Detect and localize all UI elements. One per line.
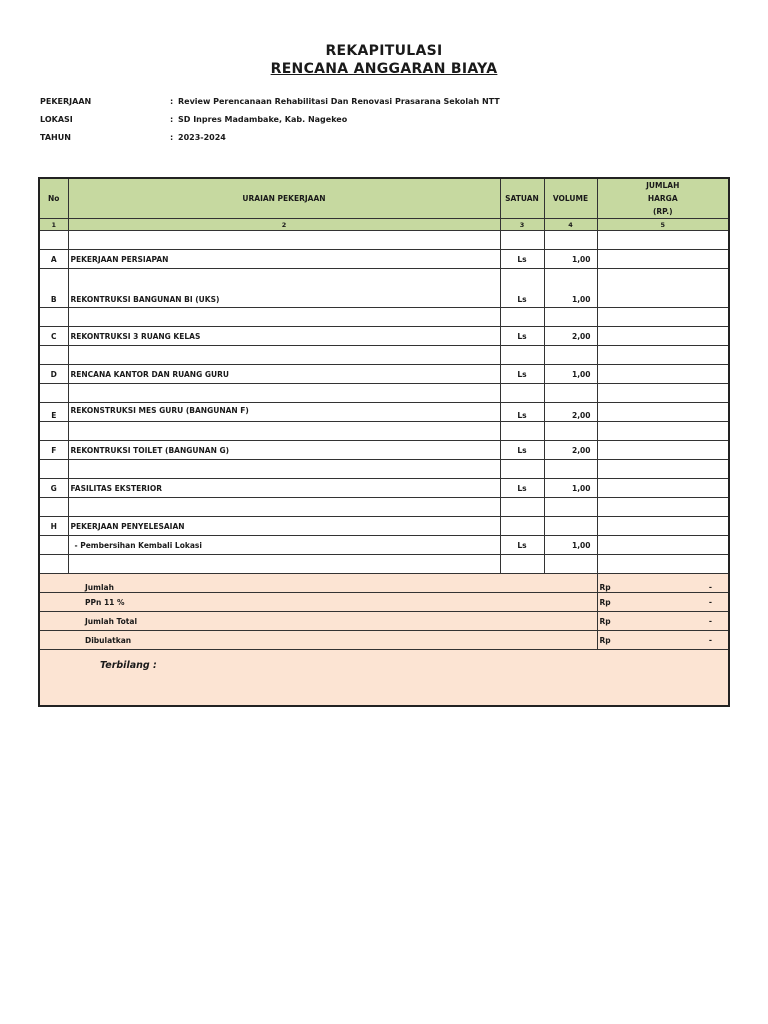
table-row xyxy=(39,479,729,498)
summary-label: PPn 11 % xyxy=(68,593,597,612)
row-jumlah xyxy=(597,365,729,384)
table-row xyxy=(39,441,729,460)
row-uraian: REKONSTRUKSI MES GURU (BANGUNAN F) xyxy=(68,403,500,422)
row-satuan: Ls xyxy=(500,441,544,460)
table-row xyxy=(39,403,729,422)
info-colon: : xyxy=(170,97,174,106)
row-volume: 2,00 xyxy=(544,403,597,422)
row-jumlah xyxy=(597,517,729,536)
row-satuan: Ls xyxy=(500,403,544,422)
info-colon: : xyxy=(170,133,174,142)
row-satuan: Ls xyxy=(500,269,544,308)
header-jumlah-l3: (RP.) xyxy=(652,207,673,216)
summary-value xyxy=(597,631,729,650)
header-jumlah xyxy=(597,178,729,219)
summary-row-jumlah xyxy=(39,574,729,593)
row-satuan: Ls xyxy=(500,327,544,346)
row-jumlah xyxy=(597,536,729,555)
header-jumlah-l2: HARGA xyxy=(647,194,678,203)
rab-table xyxy=(38,177,730,707)
row-no xyxy=(39,536,68,555)
info-value: 2023-2024 xyxy=(178,133,226,142)
col-number: 3 xyxy=(500,219,544,231)
row-volume: 2,00 xyxy=(544,327,597,346)
spacer-row xyxy=(39,346,729,365)
summary-label: Dibulatkan xyxy=(68,631,597,650)
row-uraian: - Pembersihan Kembali Lokasi xyxy=(68,536,500,555)
row-no: H xyxy=(39,517,68,536)
spacer-row xyxy=(39,555,729,574)
header-no: No xyxy=(39,178,68,219)
row-volume: 1,00 xyxy=(544,365,597,384)
row-no: E xyxy=(39,403,68,422)
table-row xyxy=(39,269,729,308)
row-uraian: REKONTRUKSI 3 RUANG KELAS xyxy=(68,327,500,346)
spacer-row xyxy=(39,384,729,403)
spacer-row xyxy=(39,498,729,517)
col-number: 2 xyxy=(68,219,500,231)
header-satuan: SATUAN xyxy=(500,178,544,219)
header-jumlah-l1: JUMLAH xyxy=(646,181,680,190)
row-no: B xyxy=(39,269,68,308)
row-uraian: REKONTRUKSI TOILET (BANGUNAN G) xyxy=(68,441,500,460)
row-no: A xyxy=(39,250,68,269)
row-jumlah xyxy=(597,479,729,498)
doc-subtitle: RENCANA ANGGARAN BIAYA xyxy=(270,61,498,77)
header-uraian: URAIAN PEKERJAAN xyxy=(68,178,500,219)
summary-currency: Rp xyxy=(599,597,611,607)
summary-amount: - xyxy=(708,597,712,607)
summary-value xyxy=(597,574,729,593)
summary-currency: Rp xyxy=(599,616,611,626)
summary-value xyxy=(597,593,729,612)
table-header xyxy=(39,178,729,219)
row-jumlah xyxy=(597,269,729,308)
terbilang-label: Terbilang : xyxy=(100,660,157,671)
row-satuan: Ls xyxy=(500,536,544,555)
info-value: Review Perencanaan Rehabilitasi Dan Renovasi Prasarana Sekolah NTT xyxy=(178,97,500,106)
table-row xyxy=(39,327,729,346)
summary-label: Jumlah Total xyxy=(68,612,597,631)
row-jumlah xyxy=(597,441,729,460)
spacer-row xyxy=(39,308,729,327)
doc-title: REKAPITULASI xyxy=(325,43,443,59)
spacer-row xyxy=(39,422,729,441)
table-row xyxy=(39,365,729,384)
col-number: 4 xyxy=(544,219,597,231)
row-uraian: FASILITAS EKSTERIOR xyxy=(68,479,500,498)
row-uraian: REKONTRUKSI BANGUNAN BI (UKS) xyxy=(68,269,500,308)
summary-currency: Rp xyxy=(599,582,611,592)
row-uraian: PEKERJAAN PERSIAPAN xyxy=(68,250,500,269)
terbilang-row xyxy=(39,650,729,706)
spacer-row xyxy=(39,460,729,479)
spacer-row xyxy=(39,231,729,250)
summary-value xyxy=(597,612,729,631)
row-no: F xyxy=(39,441,68,460)
column-number-row xyxy=(39,219,729,231)
header-volume: VOLUME xyxy=(544,178,597,219)
row-volume: 1,00 xyxy=(544,250,597,269)
row-volume: 2,00 xyxy=(544,441,597,460)
summary-row-total xyxy=(39,612,729,631)
info-label: TAHUN xyxy=(40,133,71,142)
row-satuan: Ls xyxy=(500,479,544,498)
summary-amount: - xyxy=(708,635,712,645)
info-value: SD Inpres Madambake, Kab. Nagekeo xyxy=(178,115,348,124)
summary-label: Jumlah xyxy=(68,574,597,593)
table-row xyxy=(39,517,729,536)
row-no: D xyxy=(39,365,68,384)
row-volume: 1,00 xyxy=(544,269,597,308)
info-label: LOKASI xyxy=(40,115,73,124)
summary-row-ppn xyxy=(39,593,729,612)
row-jumlah xyxy=(597,250,729,269)
row-uraian: RENCANA KANTOR DAN RUANG GURU xyxy=(68,365,500,384)
row-jumlah xyxy=(597,327,729,346)
table-row xyxy=(39,250,729,269)
row-satuan xyxy=(500,517,544,536)
row-no: C xyxy=(39,327,68,346)
summary-amount: - xyxy=(708,616,712,626)
summary-currency: Rp xyxy=(599,635,611,645)
row-volume: 1,00 xyxy=(544,536,597,555)
row-volume: 1,00 xyxy=(544,479,597,498)
info-label: PEKERJAAN xyxy=(40,97,92,106)
summary-row-dibulatkan xyxy=(39,631,729,650)
table-row xyxy=(39,536,729,555)
row-uraian: PEKERJAAN PENYELESAIAN xyxy=(68,517,500,536)
row-no: G xyxy=(39,479,68,498)
col-number: 5 xyxy=(597,219,729,231)
summary-amount: - xyxy=(708,582,712,592)
row-jumlah xyxy=(597,403,729,422)
col-number: 1 xyxy=(39,219,68,231)
info-colon: : xyxy=(170,115,174,124)
row-satuan: Ls xyxy=(500,365,544,384)
row-satuan: Ls xyxy=(500,250,544,269)
row-volume xyxy=(544,517,597,536)
